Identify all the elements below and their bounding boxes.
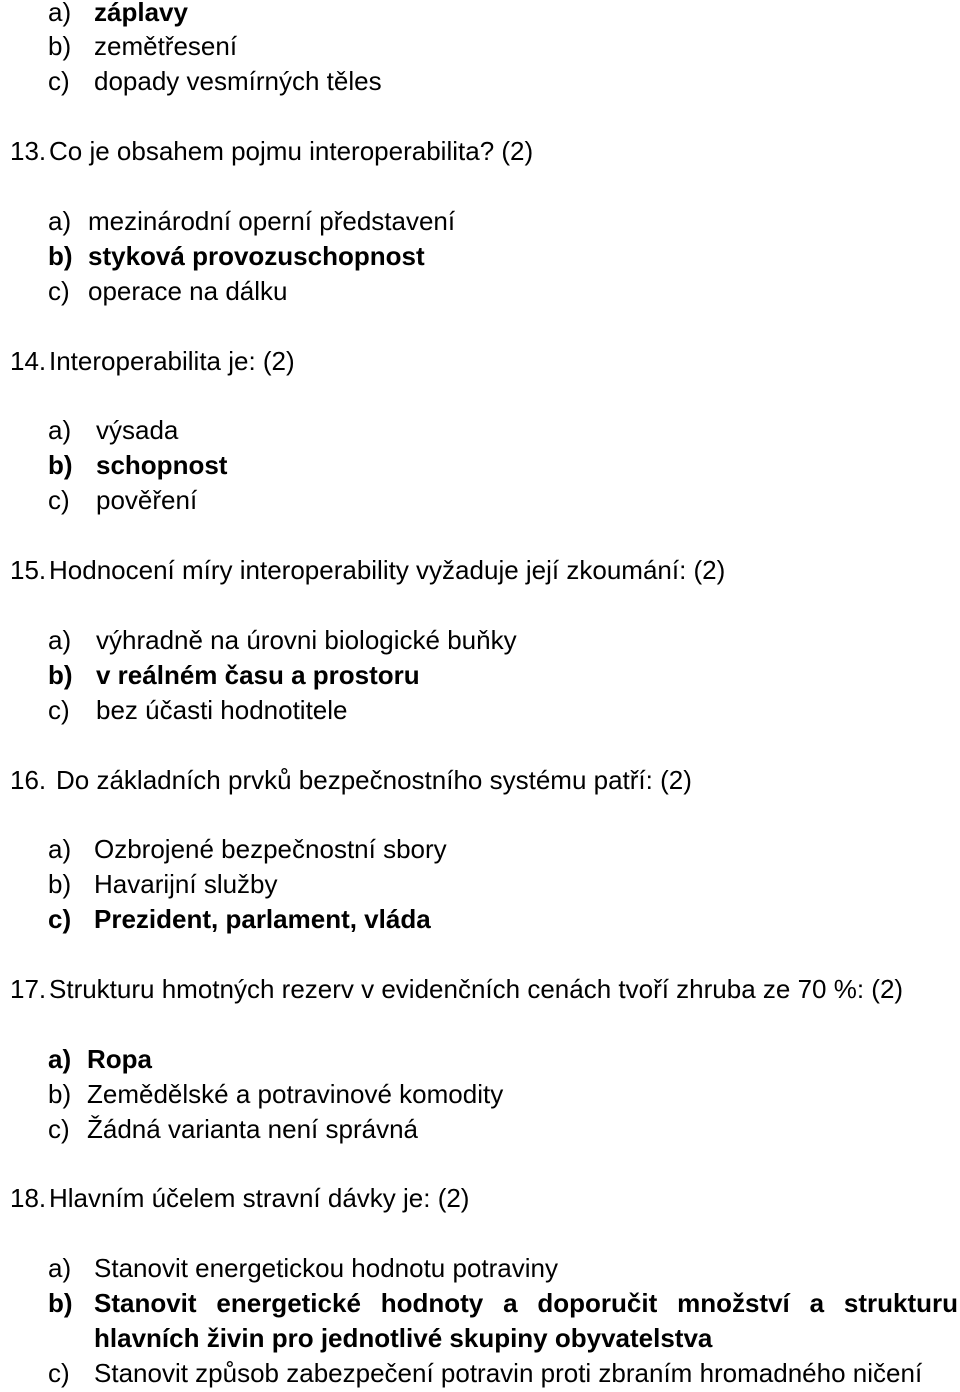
option-a — [0, 623, 960, 658]
option-text: Ozbrojené bezpečnostní sbory — [94, 834, 447, 865]
option-text: Stanovit způsob zabezpečení potravin proti zbraním hromadného ničení — [94, 1357, 923, 1388]
question-13 — [0, 134, 960, 309]
question-text: Interoperabilita je: (2) — [49, 345, 295, 376]
option-letter: b) — [48, 1078, 72, 1109]
option-b — [0, 1286, 958, 1356]
option-letter: a) — [48, 415, 72, 446]
question-prompt — [0, 1181, 960, 1216]
option-letter: c) — [48, 275, 70, 306]
question-number: 15. — [10, 555, 47, 586]
option-letter: b) — [48, 1288, 73, 1319]
question-number: 16. — [10, 764, 47, 795]
option-a — [0, 413, 960, 448]
option-text: záplavy — [94, 0, 188, 27]
option-text: bez účasti hodnotitele — [96, 694, 348, 725]
option-text: zemětřesení — [94, 31, 238, 62]
option-text: Stanovit energetickou hodnotu potraviny — [94, 1253, 558, 1284]
option-b — [0, 658, 960, 693]
option-letter: b) — [48, 659, 73, 690]
option-letter: c) — [48, 904, 72, 935]
question-prompt — [0, 972, 960, 1007]
option-letter: c) — [48, 1357, 70, 1388]
option-letter: b) — [48, 31, 72, 62]
option-a — [0, 832, 960, 867]
question-text: Hlavním účelem stravní dávky je: (2) — [49, 1183, 470, 1214]
option-letter: c) — [48, 485, 70, 516]
option-b — [0, 1077, 960, 1112]
option-a — [0, 204, 960, 239]
option-letter: a) — [48, 206, 72, 236]
question-prompt — [0, 344, 960, 379]
option-text: Ropa — [87, 1043, 152, 1074]
option-c — [0, 64, 960, 99]
question-18 — [0, 1181, 960, 1390]
option-letter: a) — [48, 834, 72, 865]
option-a — [0, 1042, 960, 1077]
option-text: Stanovit energetické hodnoty a doporučit množství a strukturu hlavních živin pro jednotlivé skupiny obyvatelstva — [94, 1288, 958, 1354]
option-c — [0, 1356, 960, 1391]
option-text: styková provozuschopnost — [88, 240, 425, 271]
option-text: Havarijní služby — [94, 869, 278, 900]
option-text: výhradně na úrovni biologické buňky — [96, 624, 517, 655]
option-text: výsada — [96, 415, 179, 446]
option-c — [0, 1112, 960, 1147]
option-text: schopnost — [96, 450, 228, 481]
option-a — [0, 0, 960, 29]
option-b — [0, 867, 960, 902]
question-15 — [0, 553, 960, 728]
option-c — [0, 693, 960, 728]
question-number: 17. — [10, 973, 47, 1004]
question-prompt — [0, 763, 960, 798]
question-12-continued — [0, 0, 960, 99]
option-text: v reálném času a prostoru — [96, 659, 420, 690]
question-number: 13. — [10, 136, 47, 167]
question-text: Strukturu hmotných rezerv v evidenčních cenách tvoří zhruba ze 70 %: (2) — [49, 973, 904, 1004]
option-b — [0, 29, 960, 64]
option-text: pověření — [96, 485, 198, 516]
question-text: Co je obsahem pojmu interoperabilita? (2) — [49, 136, 534, 167]
option-c — [0, 274, 960, 309]
option-letter: a) — [48, 1253, 72, 1284]
option-text: operace na dálku — [88, 275, 288, 306]
option-letter: b) — [48, 869, 72, 900]
option-c — [0, 483, 960, 518]
option-letter: c) — [48, 694, 70, 725]
option-text: mezinárodní operní představení — [88, 206, 456, 236]
question-prompt — [0, 553, 960, 588]
question-16 — [0, 763, 960, 938]
option-letter: a) — [48, 0, 72, 27]
option-letter: c) — [48, 1113, 70, 1144]
option-letter: a) — [48, 624, 72, 655]
option-b — [0, 239, 960, 274]
option-text: dopady vesmírných těles — [94, 66, 382, 97]
option-text: Prezident, parlament, vláda — [94, 904, 431, 935]
option-b — [0, 448, 960, 483]
option-letter: a) — [48, 1043, 72, 1074]
option-letter: c) — [48, 66, 70, 97]
option-text: Zemědělské a potravinové komodity — [87, 1078, 504, 1109]
option-a — [0, 1251, 960, 1286]
option-letter: b) — [48, 450, 73, 481]
question-text: Hodnocení míry interoperability vyžaduje její zkoumání: (2) — [49, 555, 726, 586]
option-letter: b) — [48, 240, 73, 271]
option-c — [0, 902, 960, 937]
question-prompt — [0, 134, 960, 169]
option-text: Žádná varianta není správná — [87, 1113, 418, 1144]
question-17 — [0, 972, 960, 1147]
question-number: 14. — [10, 345, 47, 376]
question-text: Do základních prvků bezpečnostního systému patří: (2) — [56, 764, 692, 795]
question-14 — [0, 344, 960, 519]
question-number: 18. — [10, 1183, 47, 1214]
